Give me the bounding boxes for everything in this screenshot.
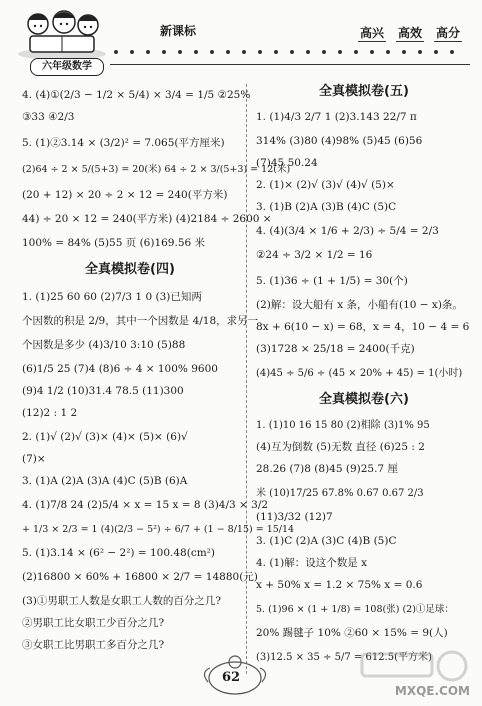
section-title-six: 全真模拟卷(六) bbox=[319, 392, 409, 407]
slogan-item: 高分 bbox=[435, 26, 460, 40]
series-label: 新课标 bbox=[160, 24, 197, 38]
answer-line: 3. (1)B (2)A (3)B (4)C (5)C bbox=[256, 201, 397, 213]
answer-line: (4)互为倒数 (5)无数 直径 (6)25 : 2 bbox=[256, 441, 425, 453]
answer-line: 4. (1)7/8 24 (2)5/4 × x = 15 x = 8 (3)4/3 × 3/2 bbox=[22, 499, 269, 511]
children-reading-illustration bbox=[16, 6, 108, 60]
answer-line: 3. (1)A (2)A (3)A (4)C (5)B (6)A bbox=[22, 475, 188, 487]
answer-line: (12)2 : 1 2 bbox=[22, 407, 78, 419]
answer-line: 个因数是多少 (4)3/10 3:10 (5)88 bbox=[22, 339, 186, 351]
answer-line: (7)× bbox=[22, 453, 46, 465]
answer-line: (7)45 50.24 bbox=[256, 157, 318, 169]
page-header bbox=[14, 4, 470, 74]
answer-line: ③33 ④2/3 bbox=[22, 111, 75, 123]
answer-line: 1. (1)10 16 15 80 (2)相除 (3)1% 95 bbox=[256, 420, 430, 431]
answer-line: 5. (1)36 ÷ (1 + 1/5) = 30(个) bbox=[256, 275, 408, 287]
answer-line: (3)1728 × 25/18 = 2400(千克) bbox=[256, 343, 415, 355]
answer-line: (3)12.5 × 35 ÷ 5/7 = 612.5(平方米) bbox=[256, 652, 432, 663]
answer-line: 5. (1)②3.14 × (3/2)² = 7.065(平方厘米) bbox=[22, 137, 225, 149]
answer-line: 4. (4)(3/4 × 1/6 + 2/3) ÷ 5/4 = 2/3 bbox=[256, 225, 439, 237]
answer-line: (2)64 ÷ 2 × 5/(5+3) = 20(米) 64 ÷ 2 × 3/(5+3) = 12(米) bbox=[22, 164, 291, 175]
answer-line: 1. (1)4/3 2/7 1 (2)3.143 22/7 π bbox=[256, 111, 417, 123]
answer-line: 5. (1)3.14 × (6² − 2²) = 100.48(cm²) bbox=[22, 547, 215, 559]
answer-line: 3. (1)C (2)A (3)C (4)B (5)C bbox=[256, 535, 397, 547]
grade-tag: 六年级数学 bbox=[30, 58, 104, 76]
answer-line: 2. (1)× (2)√ (3)√ (4)√ (5)× bbox=[256, 179, 395, 191]
answer-line: (11)3/32 (12)7 bbox=[256, 511, 333, 523]
answer-line: (20 + 12) × 20 ÷ 2 × 12 = 240(平方米) bbox=[22, 189, 228, 201]
answer-line: 5. (1)96 × (1 + 1/8) = 108(张) (2)①足球： bbox=[256, 604, 454, 615]
answer-line: 314% (3)80 (4)98% (5)45 (6)56 bbox=[256, 135, 423, 147]
answer-line: ②男职工比女职工少百分之几? bbox=[22, 617, 165, 629]
answer-line: 28.26 (7)8 (8)45 (9)25.7 厘 bbox=[256, 463, 398, 475]
header-rule bbox=[110, 64, 470, 65]
answer-line: + 1/3 × 2/3 = 1 (4)(2/3 − 5²) ÷ 6/7 + (1 − 8/15) = 15/14 bbox=[22, 524, 295, 535]
heart-dot-border bbox=[110, 46, 470, 58]
section-title-four: 全真模拟卷(四) bbox=[85, 262, 175, 277]
answer-line: 1. (1)25 60 60 (2)7/3 1 0 (3)已知两 bbox=[22, 291, 202, 303]
section-title-five: 全真模拟卷(五) bbox=[319, 84, 409, 99]
answer-line: 4. (1)解：设这个数是 x bbox=[256, 557, 367, 569]
answer-line: 20% 踢毽子 10% ②60 × 15% = 9(人) bbox=[256, 627, 448, 639]
answer-line: (9)4 1/2 (10)31.4 78.5 (11)300 bbox=[22, 385, 184, 397]
page-number: 62 bbox=[222, 670, 241, 685]
answer-line: 4. (4)①(2/3 − 1/2 × 5/4) × 3/4 = 1/5 ②25% bbox=[22, 89, 251, 101]
answer-line: (4)45 ÷ 5/6 ÷ (45 × 20% + 45) = 1(小时) bbox=[256, 368, 463, 379]
watermark-text: MXQE.COM bbox=[394, 684, 470, 698]
answer-line: (3)①男职工人数是女职工人数的百分之几? bbox=[22, 595, 222, 607]
answer-line: 100% = 84% (5)55 页 (6)169.56 米 bbox=[22, 237, 206, 249]
answer-line: ②24 ÷ 3/2 × 1/2 = 16 bbox=[256, 249, 373, 261]
answer-line: (2)16800 × 60% + 16800 × 2/7 = 14880(元) bbox=[22, 571, 258, 583]
answer-line: x + 50% x = 1.2 × 75% x = 0.6 bbox=[256, 579, 423, 591]
answer-line: 米 (10)17/25 67.8% 0.67 0.67 2/3 bbox=[256, 488, 424, 499]
answer-line: 个因数的积是 2/9，其中一个因数是 4/18，求另一 bbox=[22, 315, 259, 327]
answer-line: ③女职工比男职工多百分之几? bbox=[22, 639, 165, 651]
answer-line: 2. (1)√ (2)√ (3)× (4)× (5)× (6)√ bbox=[22, 431, 188, 443]
answer-line: (2)解：设大船有 x 条，小船有(10 − x)条。 bbox=[256, 299, 463, 311]
slogan bbox=[358, 24, 462, 42]
answer-line: (6)1/5 25 (7)4 (8)6 ÷ 4 × 100% 9600 bbox=[22, 363, 218, 375]
slogan-item: 高效 bbox=[397, 26, 422, 40]
answer-line: 8x + 6(10 − x) = 68，x = 4，10 − 4 = 6 bbox=[256, 321, 470, 333]
answer-line: 44) ÷ 20 × 12 = 240(平方米) (4)2184 ÷ 2600 × bbox=[22, 213, 272, 225]
slogan-item: 高兴 bbox=[359, 26, 384, 40]
